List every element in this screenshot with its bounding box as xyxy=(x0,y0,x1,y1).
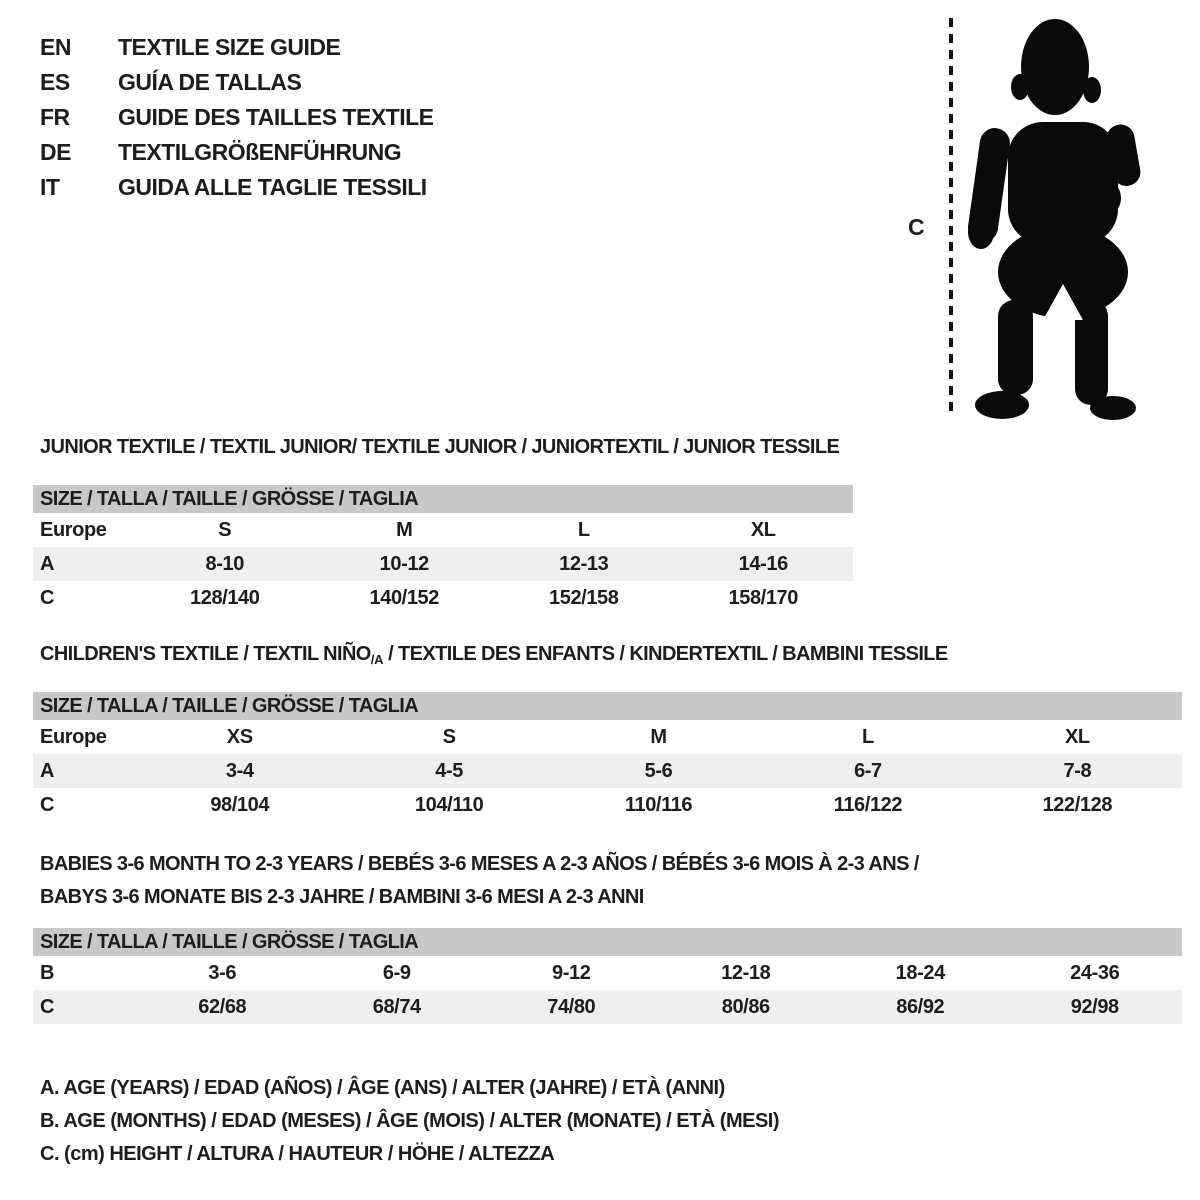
table-cell: 18-24 xyxy=(895,962,945,984)
row-label: B xyxy=(40,962,55,984)
table-cell: 3-4 xyxy=(225,760,254,782)
table-cell: M xyxy=(650,726,667,748)
language-row-fr xyxy=(40,100,434,135)
guide-title-it: GUIDA ALLE TAGLIE TESSILI xyxy=(118,174,427,200)
height-figure xyxy=(945,10,1145,420)
table-cell: 158/170 xyxy=(728,587,798,609)
right-ear xyxy=(1083,77,1101,103)
table-cell: L xyxy=(862,726,874,748)
children-title-sub: /A xyxy=(370,652,384,667)
table-cell: S xyxy=(218,519,232,541)
table-row-europe xyxy=(33,720,1182,754)
table-cell: 10-12 xyxy=(379,553,429,575)
babies-title-line1: BABIES 3-6 MONTH TO 2-3 YEARS / BEBÉS 3-6 MESES A 2-3 AÑOS / BÉBÉS 3-6 MOIS À 2-3 ANS / xyxy=(40,853,919,875)
table-cell: 7-8 xyxy=(1063,760,1092,782)
size-header-row: SIZE / TALLA / TAILLE / GRÖSSE / TAGLIA xyxy=(33,928,1182,956)
table-cell: 128/140 xyxy=(190,587,260,609)
measurement-legend xyxy=(40,1072,779,1171)
left-ear xyxy=(1011,74,1029,100)
table-cell: 140/152 xyxy=(369,587,439,609)
language-row-it xyxy=(40,170,434,205)
table-cell: 3-6 xyxy=(208,962,237,984)
junior-section-title: JUNIOR TEXTILE / TEXTIL JUNIOR/ TEXTILE JUNIOR / JUNIORTEXTIL / JUNIOR TESSILE xyxy=(40,436,840,458)
table-cell: 104/110 xyxy=(414,794,484,816)
language-code: ES xyxy=(40,69,70,95)
children-title-post: / TEXTILE DES ENFANTS / KINDERTEXTIL / BAMBINI TESSILE xyxy=(383,643,948,665)
language-title-list xyxy=(40,30,434,205)
table-row-age-years xyxy=(33,754,1182,788)
children-title-pre: CHILDREN'S TEXTILE / TEXTIL NIÑO xyxy=(40,643,371,665)
left-hand xyxy=(968,215,994,249)
language-code: FR xyxy=(40,104,70,130)
table-cell: 12-18 xyxy=(721,962,771,984)
left-foot xyxy=(975,391,1029,419)
table-row-europe xyxy=(33,513,853,547)
children-size-table xyxy=(33,692,1182,822)
table-row-age-months xyxy=(33,956,1182,990)
size-header-row: SIZE / TALLA / TAILLE / GRÖSSE / TAGLIA xyxy=(33,485,853,513)
table-cell: 12-13 xyxy=(559,553,609,575)
table-cell: XL xyxy=(1064,726,1090,748)
table-cell: 6-7 xyxy=(854,760,882,782)
language-code: EN xyxy=(40,34,71,60)
table-cell: M xyxy=(396,519,413,541)
row-label: C xyxy=(40,794,55,816)
table-cell: 6-9 xyxy=(382,962,411,984)
table-row-height xyxy=(33,990,1182,1024)
table-cell: 86/92 xyxy=(896,996,945,1018)
guide-title-es: GUÍA DE TALLAS xyxy=(118,69,302,95)
head xyxy=(1021,19,1089,115)
table-row-height xyxy=(33,581,853,615)
table-cell: 152/158 xyxy=(549,587,619,609)
row-label: A xyxy=(40,553,55,575)
guide-title-de: TEXTILGRÖßENFÜHRUNG xyxy=(118,139,402,165)
toddler-silhouette xyxy=(966,19,1143,420)
guide-title-fr: GUIDE DES TAILLES TEXTILE xyxy=(118,104,434,130)
language-code: IT xyxy=(40,174,60,200)
legend-height-cm: C. (cm) HEIGHT / ALTURA / HAUTEUR / HÖHE / ALTEZZA xyxy=(40,1143,555,1165)
right-hand xyxy=(1093,181,1121,215)
children-section-title xyxy=(40,643,948,667)
toddler-silhouette-icon xyxy=(945,10,1145,420)
table-cell: 24-36 xyxy=(1070,962,1120,984)
table-row-age-years xyxy=(33,547,853,581)
row-label: Europe xyxy=(40,726,107,748)
table-cell: 98/104 xyxy=(210,794,270,816)
table-row-height xyxy=(33,788,1182,822)
table-cell: 80/86 xyxy=(721,996,770,1018)
babies-title-line2: BABYS 3-6 MONATE BIS 2-3 JAHRE / BAMBINI 3-6 MESI A 2-3 ANNI xyxy=(40,886,644,908)
table-cell: 14-16 xyxy=(738,553,788,575)
table-cell: 62/68 xyxy=(198,996,247,1018)
row-label: C xyxy=(40,587,55,609)
table-cell: 74/80 xyxy=(547,996,596,1018)
language-code: DE xyxy=(40,139,71,165)
legend-age-months: B. AGE (MONTHS) / EDAD (MESES) / ÂGE (MOIS) / ALTER (MONATE) / ETÀ (MESI) xyxy=(40,1110,780,1132)
table-cell: XL xyxy=(750,519,776,541)
language-row-es xyxy=(40,65,434,100)
table-cell: XS xyxy=(226,726,253,748)
table-cell: S xyxy=(442,726,456,748)
table-cell: 68/74 xyxy=(372,996,421,1018)
row-label: C xyxy=(40,996,55,1018)
table-cell: L xyxy=(577,519,590,541)
table-cell: 9-12 xyxy=(552,962,591,984)
table-cell: 116/122 xyxy=(833,794,903,816)
language-row-de xyxy=(40,135,434,170)
left-leg xyxy=(998,300,1033,395)
row-label: A xyxy=(40,760,55,782)
babies-section-title xyxy=(40,848,919,914)
table-cell: 8-10 xyxy=(205,553,244,575)
right-foot xyxy=(1090,396,1136,420)
table-cell: 122/128 xyxy=(1042,794,1113,816)
table-cell: 92/98 xyxy=(1070,996,1119,1018)
table-cell: 110/116 xyxy=(624,794,693,816)
table-cell: 4-5 xyxy=(435,760,463,782)
junior-size-table xyxy=(33,485,853,615)
table-cell: 5-6 xyxy=(644,760,673,782)
size-header-row: SIZE / TALLA / TAILLE / GRÖSSE / TAGLIA xyxy=(33,692,1182,720)
height-measure-label: C xyxy=(908,214,925,240)
row-label: Europe xyxy=(40,519,107,541)
legend-age-years: A. AGE (YEARS) / EDAD (AÑOS) / ÂGE (ANS) / ALTER (JAHRE) / ETÀ (ANNI) xyxy=(40,1077,725,1099)
babies-size-table xyxy=(33,928,1182,1024)
language-row-en xyxy=(40,30,434,65)
guide-title-en: TEXTILE SIZE GUIDE xyxy=(118,34,341,60)
